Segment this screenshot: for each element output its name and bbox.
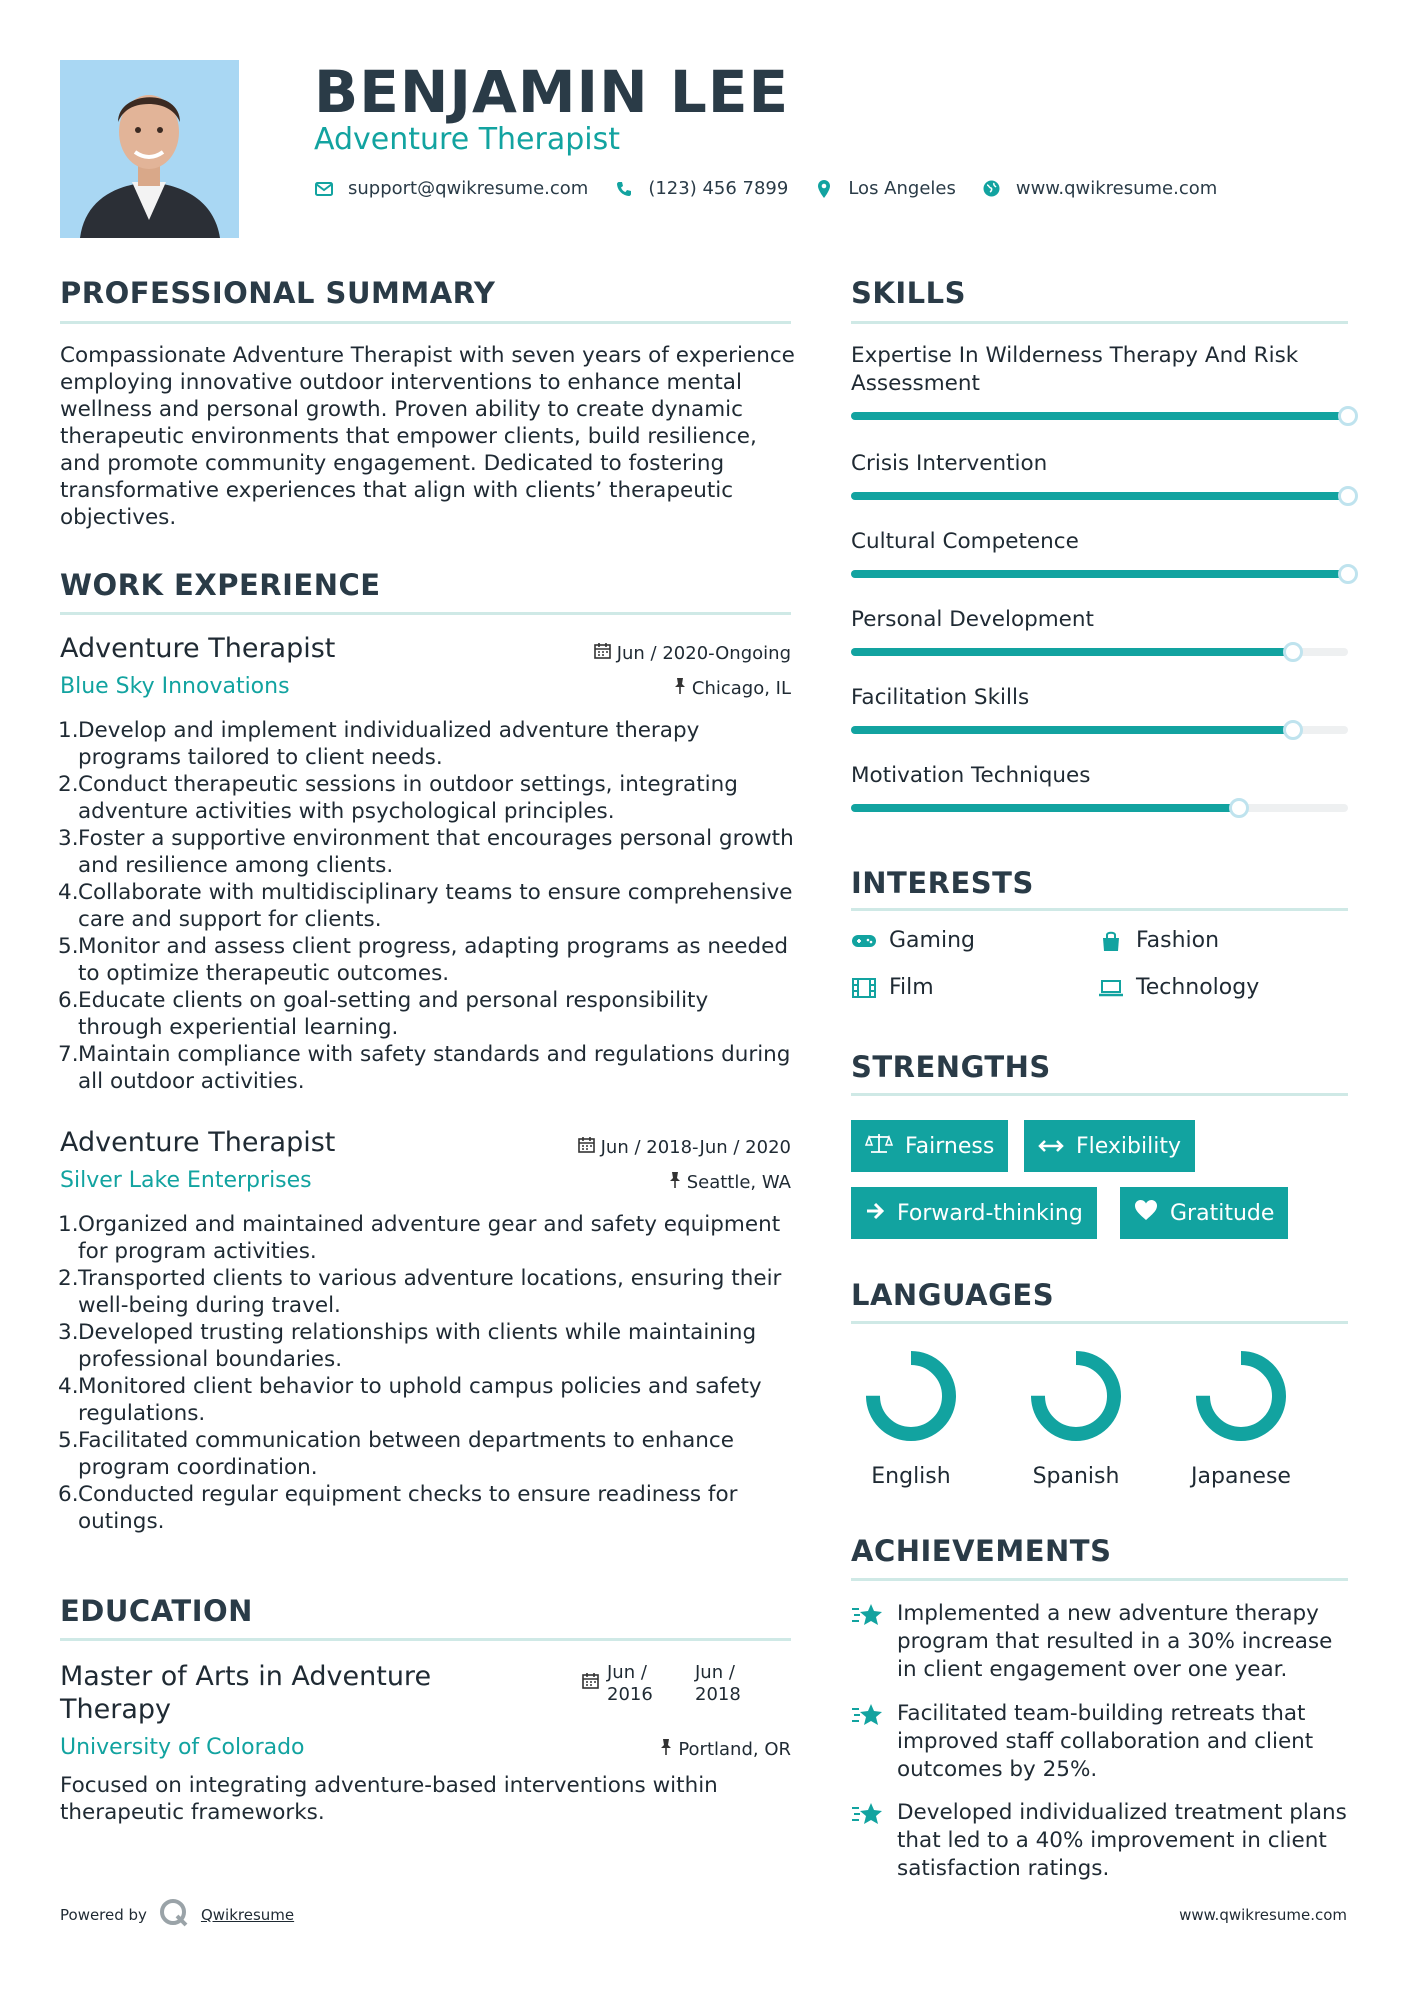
skill-item	[851, 528, 1348, 578]
duty-item: Conducted regular equipment checks to ensure readiness for outings.	[78, 1482, 738, 1534]
summary-heading: PROFESSIONAL SUMMARY	[60, 276, 496, 310]
education-location-text: Portland, OR	[678, 1739, 791, 1760]
school-name: University of Colorado	[60, 1735, 305, 1760]
education-start	[607, 1662, 687, 1706]
interest-label: Gaming	[889, 928, 975, 953]
job-location-text: Chicago, IL	[691, 678, 791, 699]
thumbtack-icon	[660, 1738, 672, 1761]
contact-website[interactable]: www.qwikresume.com	[1015, 178, 1218, 199]
job-duties	[60, 1211, 795, 1535]
language-ring	[861, 1346, 961, 1446]
achievement-text: Facilitated team-building retreats that improved staff collaboration and client outcomes by 25%.	[897, 1701, 1314, 1782]
interest-label: Fashion	[1136, 928, 1220, 953]
job-title: Adventure Therapist	[60, 633, 336, 664]
education-location	[480, 1738, 791, 1761]
summary-divider	[60, 321, 791, 324]
job-location	[480, 677, 791, 700]
interest-item	[1098, 928, 1219, 953]
skill-bar	[851, 648, 1348, 656]
skill-item	[851, 762, 1348, 812]
job-date	[480, 642, 791, 664]
footer-powered-by	[60, 1898, 294, 1932]
phone-icon	[614, 179, 634, 199]
calendar-icon	[578, 1136, 595, 1158]
job-date-text: Jun / 2020-Ongoing	[616, 642, 791, 664]
duty-item: Collaborate with multidisciplinary teams to ensure comprehensive care and support for clients.	[78, 880, 793, 932]
skill-bar-knob[interactable]	[1283, 720, 1303, 740]
language-item	[1176, 1346, 1306, 1489]
calendar-icon	[582, 1662, 599, 1706]
language-ring	[1026, 1346, 1126, 1446]
thumbtack-icon	[669, 1171, 681, 1194]
language-item	[846, 1346, 976, 1489]
skills-divider	[851, 321, 1348, 324]
interest-label: Technology	[1136, 975, 1260, 1000]
contact-email[interactable]: support@qwikresume.com	[348, 178, 589, 199]
strength-tag	[851, 1120, 1008, 1172]
powered-by-text: Powered by	[60, 1906, 147, 1924]
strength-label: Gratitude	[1170, 1200, 1275, 1226]
skills-heading: SKILLS	[851, 276, 966, 310]
globe-icon	[982, 179, 1002, 199]
languages-heading: LANGUAGES	[851, 1278, 1055, 1312]
achievements-heading: ACHIEVEMENTS	[851, 1534, 1112, 1568]
star-icon	[851, 1799, 883, 1883]
skill-bar-fill	[851, 492, 1348, 500]
skill-label: Cultural Competence	[851, 529, 1079, 554]
strength-label: Fairness	[905, 1133, 995, 1159]
skill-bar-fill	[851, 726, 1293, 734]
duty-item: Organized and maintained adventure gear and safety equipment for program activities.	[78, 1212, 781, 1264]
skill-bar-knob[interactable]	[1338, 406, 1358, 426]
skill-bar-knob[interactable]	[1229, 798, 1249, 818]
skill-label: Crisis Intervention	[851, 451, 1048, 476]
skill-label: Expertise In Wilderness Therapy And Risk Assessment	[851, 343, 1299, 396]
interests-heading: INTERESTS	[851, 866, 1034, 900]
arrow-right-icon	[865, 1201, 885, 1226]
skill-bar	[851, 726, 1348, 734]
skill-label: Motivation Techniques	[851, 763, 1091, 788]
contact-phone[interactable]: (123) 456 7899	[648, 178, 789, 199]
duty-item: Develop and implement individualized adventure therapy programs tailored to client needs.	[78, 718, 700, 770]
achievement-text: Developed individualized treatment plans that led to a 40% improvement in client satisfaction ratings.	[897, 1800, 1347, 1881]
job-date-text: Jun / 2018-Jun / 2020	[600, 1136, 791, 1158]
job-duties	[60, 717, 795, 1095]
star-icon	[851, 1600, 883, 1684]
film-icon	[851, 978, 877, 998]
laptop-icon	[1098, 979, 1124, 997]
duty-item: Developed trusting relationships with clients while maintaining professional boundaries.	[78, 1320, 757, 1372]
job-location	[480, 1171, 791, 1194]
achievement-item	[851, 1799, 1351, 1883]
duty-item: Monitored client behavior to uphold campus policies and safety regulations.	[78, 1374, 762, 1426]
envelope-icon	[314, 179, 334, 199]
language-label: English	[871, 1464, 951, 1489]
skill-item	[851, 450, 1348, 500]
skill-bar	[851, 412, 1348, 420]
candidate-name: BENJAMIN LEE	[314, 58, 790, 126]
achievements-divider	[851, 1578, 1348, 1581]
heart-icon	[1134, 1199, 1158, 1227]
language-label: Japanese	[1191, 1464, 1291, 1489]
language-label: Spanish	[1032, 1464, 1120, 1489]
strengths-divider	[851, 1093, 1348, 1096]
achievement-item	[851, 1600, 1351, 1684]
skill-bar-knob[interactable]	[1338, 486, 1358, 506]
job-title: Adventure Therapist	[60, 1127, 336, 1158]
work-heading: WORK EXPERIENCE	[60, 568, 381, 602]
skill-bar	[851, 570, 1348, 578]
duty-item: Maintain compliance with safety standards and regulations during all outdoor activities.	[78, 1042, 791, 1094]
education-dates	[582, 1662, 775, 1706]
duty-item: Foster a supportive environment that encourages personal growth and resilience among clients.	[78, 826, 794, 878]
skill-item	[851, 606, 1348, 656]
interest-item	[851, 975, 934, 1000]
education-description: Focused on integrating adventure-based interventions within therapeutic frameworks.	[60, 1773, 718, 1825]
job-company: Blue Sky Innovations	[60, 674, 290, 699]
duty-item: Conduct therapeutic sessions in outdoor settings, integrating adventure activities with psychological principles.	[78, 772, 738, 824]
skill-bar	[851, 492, 1348, 500]
skill-bar-fill	[851, 648, 1293, 656]
achievement-item	[851, 1700, 1351, 1784]
calendar-icon	[594, 642, 611, 664]
contact-location: Los Angeles	[848, 178, 956, 199]
education-heading: EDUCATION	[60, 1594, 253, 1628]
skill-item	[851, 684, 1348, 734]
job-date	[480, 1136, 791, 1158]
interest-label: Film	[889, 975, 934, 1000]
education-end	[695, 1662, 775, 1706]
gamepad-icon	[851, 933, 877, 949]
job-company: Silver Lake Enterprises	[60, 1168, 312, 1193]
candidate-title: Adventure Therapist	[314, 122, 620, 157]
education-end-year: 2018	[695, 1684, 741, 1705]
achievement-text: Implemented a new adventure therapy program that resulted in a 30% increase in client engagement over one year.	[897, 1601, 1333, 1682]
thumbtack-icon	[674, 677, 686, 700]
skill-bar-knob[interactable]	[1283, 642, 1303, 662]
star-icon	[851, 1700, 883, 1784]
languages-divider	[851, 1321, 1348, 1324]
strength-tag	[1024, 1120, 1195, 1172]
summary-text: Compassionate Adventure Therapist with seven years of experience employing innovative outdoor interventions to enhance mental wellness and personal growth. Proven ability to create dynamic therapeutic environments that empower clients, build resilience, and promote community engagement. Dedicated to fostering transformative experiences that align with clients’ therapeutic objectives.	[60, 343, 795, 530]
skill-bar	[851, 804, 1348, 812]
language-item	[1011, 1346, 1141, 1489]
interests-divider	[851, 908, 1348, 911]
strength-tag	[851, 1187, 1097, 1239]
qwikresume-logo-icon	[159, 1898, 189, 1932]
strength-tag	[1120, 1187, 1288, 1239]
contact-bar	[314, 178, 1229, 199]
arrows-horizontal-icon	[1038, 1134, 1064, 1159]
skill-label: Personal Development	[851, 607, 1094, 632]
job-location-text: Seattle, WA	[686, 1172, 791, 1193]
education-start-month: Jun /	[607, 1662, 647, 1683]
map-marker-icon	[814, 179, 834, 199]
education-divider	[60, 1638, 791, 1641]
education-start-year: 2016	[607, 1684, 653, 1705]
duty-item: Transported clients to various adventure locations, ensuring their well-being during travel.	[78, 1266, 782, 1318]
education-end-month: Jun /	[695, 1662, 735, 1683]
duty-item: Monitor and assess client progress, adapting programs as needed to optimize therapeutic outcomes.	[78, 934, 789, 986]
skill-label: Facilitation Skills	[851, 685, 1030, 710]
shopping-bag-icon	[1098, 930, 1124, 952]
qwikresume-link[interactable]: Qwikresume	[200, 1906, 295, 1924]
skill-bar-fill	[851, 412, 1348, 420]
strengths-heading: STRENGTHS	[851, 1050, 1051, 1084]
degree-title: Master of Arts in Adventure Therapy	[60, 1661, 432, 1725]
skill-bar-knob[interactable]	[1338, 564, 1358, 584]
balance-scale-icon	[865, 1132, 893, 1160]
work-divider	[60, 612, 791, 615]
strength-label: Forward-thinking	[897, 1200, 1083, 1226]
skill-bar-fill	[851, 804, 1239, 812]
duty-item: Educate clients on goal-setting and personal responsibility through experiential learning.	[78, 988, 709, 1040]
interest-item	[1098, 975, 1259, 1000]
skill-item	[851, 342, 1348, 420]
skill-bar-fill	[851, 570, 1348, 578]
profile-photo	[60, 60, 239, 238]
interest-item	[851, 928, 975, 953]
profile-photo-illustration	[60, 60, 239, 238]
footer-website[interactable]: www.qwikresume.com	[1179, 1906, 1347, 1924]
language-ring	[1191, 1346, 1291, 1446]
strength-label: Flexibility	[1076, 1133, 1181, 1159]
duty-item: Facilitated communication between departments to enhance program coordination.	[78, 1428, 734, 1480]
